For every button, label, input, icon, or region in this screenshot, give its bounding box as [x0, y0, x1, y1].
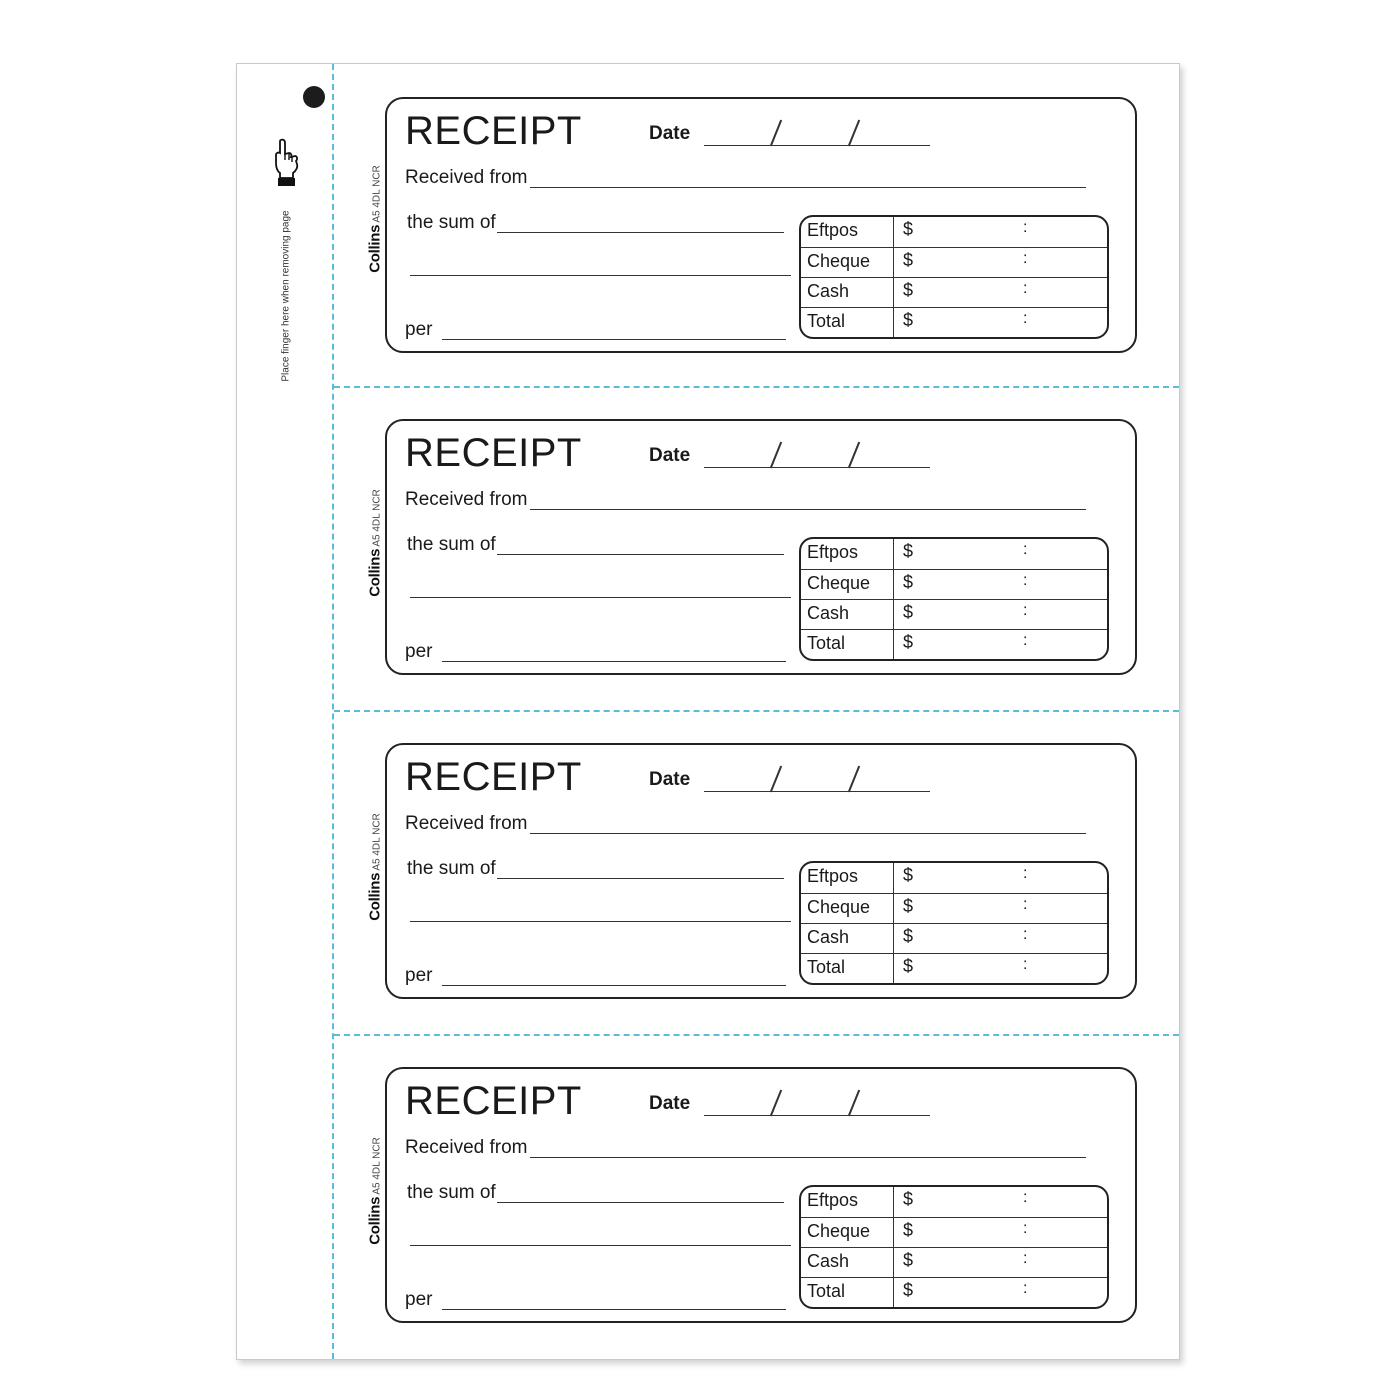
sum-of-field[interactable]	[497, 554, 784, 555]
currency-symbol: $	[903, 541, 914, 561]
receipt-form	[385, 419, 1137, 675]
payment-method: Total	[807, 1281, 846, 1301]
received-from-field[interactable]	[530, 833, 1086, 834]
sum-of-label: the sum of	[407, 858, 496, 879]
sum-of-field[interactable]	[497, 878, 784, 879]
sum-of-field-line2[interactable]	[410, 1245, 791, 1246]
payment-table	[799, 215, 1109, 339]
per-field[interactable]	[442, 985, 786, 986]
currency-symbol: $	[903, 956, 914, 976]
sum-of-field-line2[interactable]	[410, 597, 791, 598]
payment-table	[799, 537, 1109, 661]
cents-separator: :	[1023, 926, 1028, 943]
payment-row-eftpos[interactable]	[801, 539, 1107, 569]
date-separator	[848, 442, 860, 469]
date-separator	[770, 1090, 782, 1117]
receipt-title: RECEIPT	[405, 109, 582, 153]
payment-row-total[interactable]	[801, 953, 1107, 983]
received-from-field[interactable]	[530, 1157, 1086, 1158]
cents-separator: :	[1023, 1280, 1028, 1297]
currency-symbol: $	[903, 280, 914, 300]
cents-separator: :	[1023, 956, 1028, 973]
receipt-book-page	[236, 63, 1180, 1360]
date-separator	[848, 1090, 860, 1117]
currency-symbol: $	[903, 310, 914, 330]
sum-of-label: the sum of	[407, 1182, 496, 1203]
received-from-field[interactable]	[530, 187, 1086, 188]
currency-symbol: $	[903, 602, 914, 622]
currency-symbol: $	[903, 926, 914, 946]
brand-name: Collins	[366, 548, 384, 597]
payment-method: Cash	[807, 603, 850, 623]
cents-separator: :	[1023, 1250, 1028, 1267]
model-code: A5 4DL NCR	[371, 489, 383, 547]
brand-label	[364, 1126, 386, 1256]
cents-separator: :	[1023, 280, 1028, 297]
per-field[interactable]	[442, 339, 786, 340]
date-separator	[770, 766, 782, 793]
payment-method: Cash	[807, 281, 850, 301]
currency-symbol: $	[903, 632, 914, 652]
model-code: A5 4DL NCR	[371, 1137, 383, 1195]
brand-name: Collins	[366, 1196, 384, 1245]
payment-method: Total	[807, 957, 846, 977]
payment-method: Eftpos	[807, 866, 859, 886]
date-separator	[770, 442, 782, 469]
payment-row-cash[interactable]	[801, 1247, 1107, 1277]
sum-of-label: the sum of	[407, 212, 496, 233]
payment-row-cash[interactable]	[801, 923, 1107, 953]
payment-row-cheque[interactable]	[801, 247, 1107, 277]
receipt-title: RECEIPT	[405, 1079, 582, 1123]
date-field[interactable]	[704, 791, 930, 792]
payment-row-total[interactable]	[801, 1277, 1107, 1307]
per-label: per	[405, 965, 433, 986]
pointing-hand-icon	[272, 138, 300, 188]
payment-method: Cheque	[807, 897, 871, 917]
receipt-form	[385, 97, 1137, 353]
finger-instruction	[279, 196, 293, 396]
payment-row-total[interactable]	[801, 629, 1107, 659]
cents-separator: :	[1023, 896, 1028, 913]
payment-row-eftpos[interactable]	[801, 863, 1107, 893]
binding-hole	[303, 86, 325, 108]
brand-name: Collins	[366, 224, 384, 273]
cents-separator: :	[1023, 865, 1028, 882]
payment-method: Cheque	[807, 251, 871, 271]
cents-separator: :	[1023, 602, 1028, 619]
receipt-title: RECEIPT	[405, 755, 582, 799]
brand-label	[364, 154, 386, 284]
cents-separator: :	[1023, 1189, 1028, 1206]
currency-symbol: $	[903, 865, 914, 885]
brand-label	[364, 802, 386, 932]
payment-method: Cheque	[807, 1221, 871, 1241]
payment-row-cash[interactable]	[801, 599, 1107, 629]
model-code: A5 4DL NCR	[371, 813, 383, 871]
payment-row-eftpos[interactable]	[801, 217, 1107, 247]
received-from-label: Received from	[405, 813, 528, 834]
currency-symbol: $	[903, 1250, 914, 1270]
received-from-label: Received from	[405, 167, 528, 188]
per-field[interactable]	[442, 661, 786, 662]
finger-instruction-text: Place finger here when removing page	[280, 210, 292, 382]
date-separator	[770, 120, 782, 147]
received-from-label: Received from	[405, 489, 528, 510]
currency-symbol: $	[903, 1280, 914, 1300]
date-label: Date	[649, 123, 691, 144]
date-label: Date	[649, 445, 691, 466]
horizontal-perforation	[334, 1034, 1179, 1036]
sum-of-field[interactable]	[497, 232, 784, 233]
cents-separator: :	[1023, 1220, 1028, 1237]
brand-label	[364, 478, 386, 608]
receipt-form	[385, 743, 1137, 999]
payment-table	[799, 1185, 1109, 1309]
currency-symbol: $	[903, 219, 914, 239]
sum-of-label: the sum of	[407, 534, 496, 555]
date-separator	[848, 120, 860, 147]
sum-of-field[interactable]	[497, 1202, 784, 1203]
date-field[interactable]	[704, 145, 930, 146]
receipt-form	[385, 1067, 1137, 1323]
per-field[interactable]	[442, 1309, 786, 1310]
payment-method: Total	[807, 311, 846, 331]
per-label: per	[405, 319, 433, 340]
currency-symbol: $	[903, 1220, 914, 1240]
payment-method: Eftpos	[807, 220, 859, 240]
cents-separator: :	[1023, 310, 1028, 327]
date-label: Date	[649, 1093, 691, 1114]
received-from-field[interactable]	[530, 509, 1086, 510]
currency-symbol: $	[903, 572, 914, 592]
sum-of-field-line2[interactable]	[410, 275, 791, 276]
cents-separator: :	[1023, 250, 1028, 267]
cents-separator: :	[1023, 632, 1028, 649]
payment-method: Total	[807, 633, 846, 653]
payment-method: Cash	[807, 1251, 850, 1271]
payment-table	[799, 861, 1109, 985]
cents-separator: :	[1023, 219, 1028, 236]
date-separator	[848, 766, 860, 793]
model-code: A5 4DL NCR	[371, 165, 383, 223]
brand-name: Collins	[366, 872, 384, 921]
payment-row-cheque[interactable]	[801, 893, 1107, 923]
payment-row-cash[interactable]	[801, 277, 1107, 307]
currency-symbol: $	[903, 250, 914, 270]
cents-separator: :	[1023, 541, 1028, 558]
sum-of-field-line2[interactable]	[410, 921, 791, 922]
payment-row-total[interactable]	[801, 307, 1107, 337]
horizontal-perforation	[334, 710, 1179, 712]
horizontal-perforation	[334, 386, 1179, 388]
receipt-title: RECEIPT	[405, 431, 582, 475]
date-field[interactable]	[704, 1115, 930, 1116]
payment-method: Eftpos	[807, 542, 859, 562]
cents-separator: :	[1023, 572, 1028, 589]
date-field[interactable]	[704, 467, 930, 468]
per-label: per	[405, 641, 433, 662]
received-from-label: Received from	[405, 1137, 528, 1158]
payment-row-cheque[interactable]	[801, 1217, 1107, 1247]
date-label: Date	[649, 769, 691, 790]
payment-row-cheque[interactable]	[801, 569, 1107, 599]
currency-symbol: $	[903, 1189, 914, 1209]
payment-method: Cheque	[807, 573, 871, 593]
payment-method: Eftpos	[807, 1190, 859, 1210]
currency-symbol: $	[903, 896, 914, 916]
payment-row-eftpos[interactable]	[801, 1187, 1107, 1217]
per-label: per	[405, 1289, 433, 1310]
payment-method: Cash	[807, 927, 850, 947]
